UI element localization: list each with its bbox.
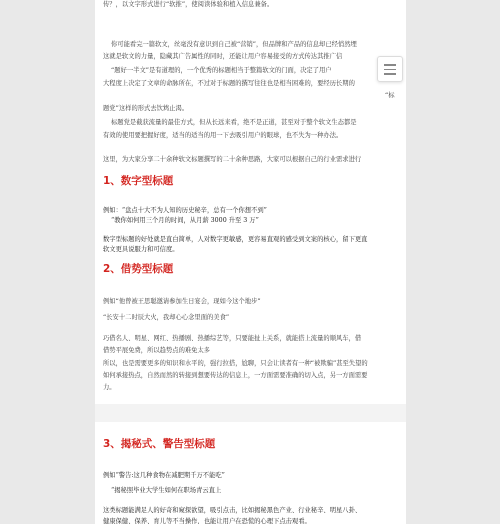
text-line: 你可能看完一篇软文，丝毫没有意识到自己被“营销”，但品牌和产品的信息却已经悄然埋 — [111, 41, 357, 48]
text-line: 这就是软文的力量，隐藏其广告属性的同时，还能让用户容易接受的方式传达其推广信 — [103, 53, 343, 60]
text-line: 巧借名人、明星、网红、热播剧、热播综艺等，只要能扯上关系，就能搭上流量的顺风车，借 — [103, 335, 362, 342]
text-line: 有效的使用要把握好度，适当的适当的用一下去吸引用户的眼球，也不失为一种办法。 — [103, 132, 343, 139]
text-line: “题好一半文”是有道理的，一个优秀的标题相当于整篇软文的门面，决定了用户 — [111, 67, 332, 74]
section-heading: 1、数字型标题 — [103, 175, 174, 187]
example-line: 例如“他曾被王思聪邀请参加生日宴会，现如今这个地步” — [103, 298, 261, 305]
text-line: 题党”这样的形式去饮鸩止渴。 — [103, 105, 189, 112]
text-line: 这类标题能满足人的好奇和窥探欲望，吸引点击，比如揭秘黑色产业、行业秘辛、明星八卦、 — [103, 507, 362, 514]
article-page — [95, 0, 406, 524]
text-line: 健康保健、保养、育儿等不当操作，也能让用户在恐慌的心理下点击观看。 — [103, 518, 311, 524]
text-line: 所以，也是需要更多的知识和水平的，强行拉搭，尬聊，只会让读者有一种“被欺骗”甚至失望的 — [103, 360, 368, 367]
menu-icon — [384, 64, 396, 66]
example-line: “揭秘照毕业大学生如何在职场青云直上 — [111, 487, 222, 494]
text-line: 如何承接热点，自然而然的转接到想要传达的信息上，一方面需要准确的切入点，另一方面需要 — [103, 372, 368, 379]
text-line: 传？，以文字形式进行“软推”，使阅读体验和植入信息兼备。 — [103, 1, 274, 8]
text-line: 标题党是截获流量的最佳方式，但从长远来看，绝不是正道，甚至对于整个软文生态都是 — [111, 119, 357, 126]
example-line: 例如“警告:这几种食物在减肥期千万不能吃” — [103, 472, 225, 479]
text-line: 数字型标题的好处就是直白简单，人对数字更敏感，更容易直观的感受到文案的核心，留下更直 — [103, 236, 368, 243]
example-line: 例如：“盘点十大不为人知的历史秘辛，总有一个你想不到” — [103, 207, 267, 214]
menu-icon — [384, 73, 396, 75]
text-fragment: “标 — [385, 92, 395, 99]
text-line: 借势平展免费，所以趋势点的难免太多 — [103, 347, 211, 354]
section-heading: 2、借势型标题 — [103, 263, 174, 275]
example-line: “长安十二时辰大火，我却心心念里面的美食” — [103, 314, 230, 321]
text-line: 力。 — [103, 384, 116, 391]
menu-icon — [384, 69, 396, 71]
text-line: 软文更具说服力和可信度。 — [103, 246, 179, 253]
menu-button[interactable] — [377, 56, 403, 82]
example-line: “教你如何用三个月的时间，从月薪 3000 升至 3 万” — [111, 217, 259, 224]
text-line: 这里，为大家分享二十余种软文标题撰写的二十余种思路，大家可以根据自己的行业需求进行 — [103, 156, 362, 163]
section-heading: 3、揭秘式、警告型标题 — [103, 438, 216, 450]
section-divider — [95, 404, 406, 422]
text-line: 大程度上决定了文章的命脉所在，不过对于标题的撰写往往也是相当困难的，要经历长期的 — [103, 80, 355, 87]
